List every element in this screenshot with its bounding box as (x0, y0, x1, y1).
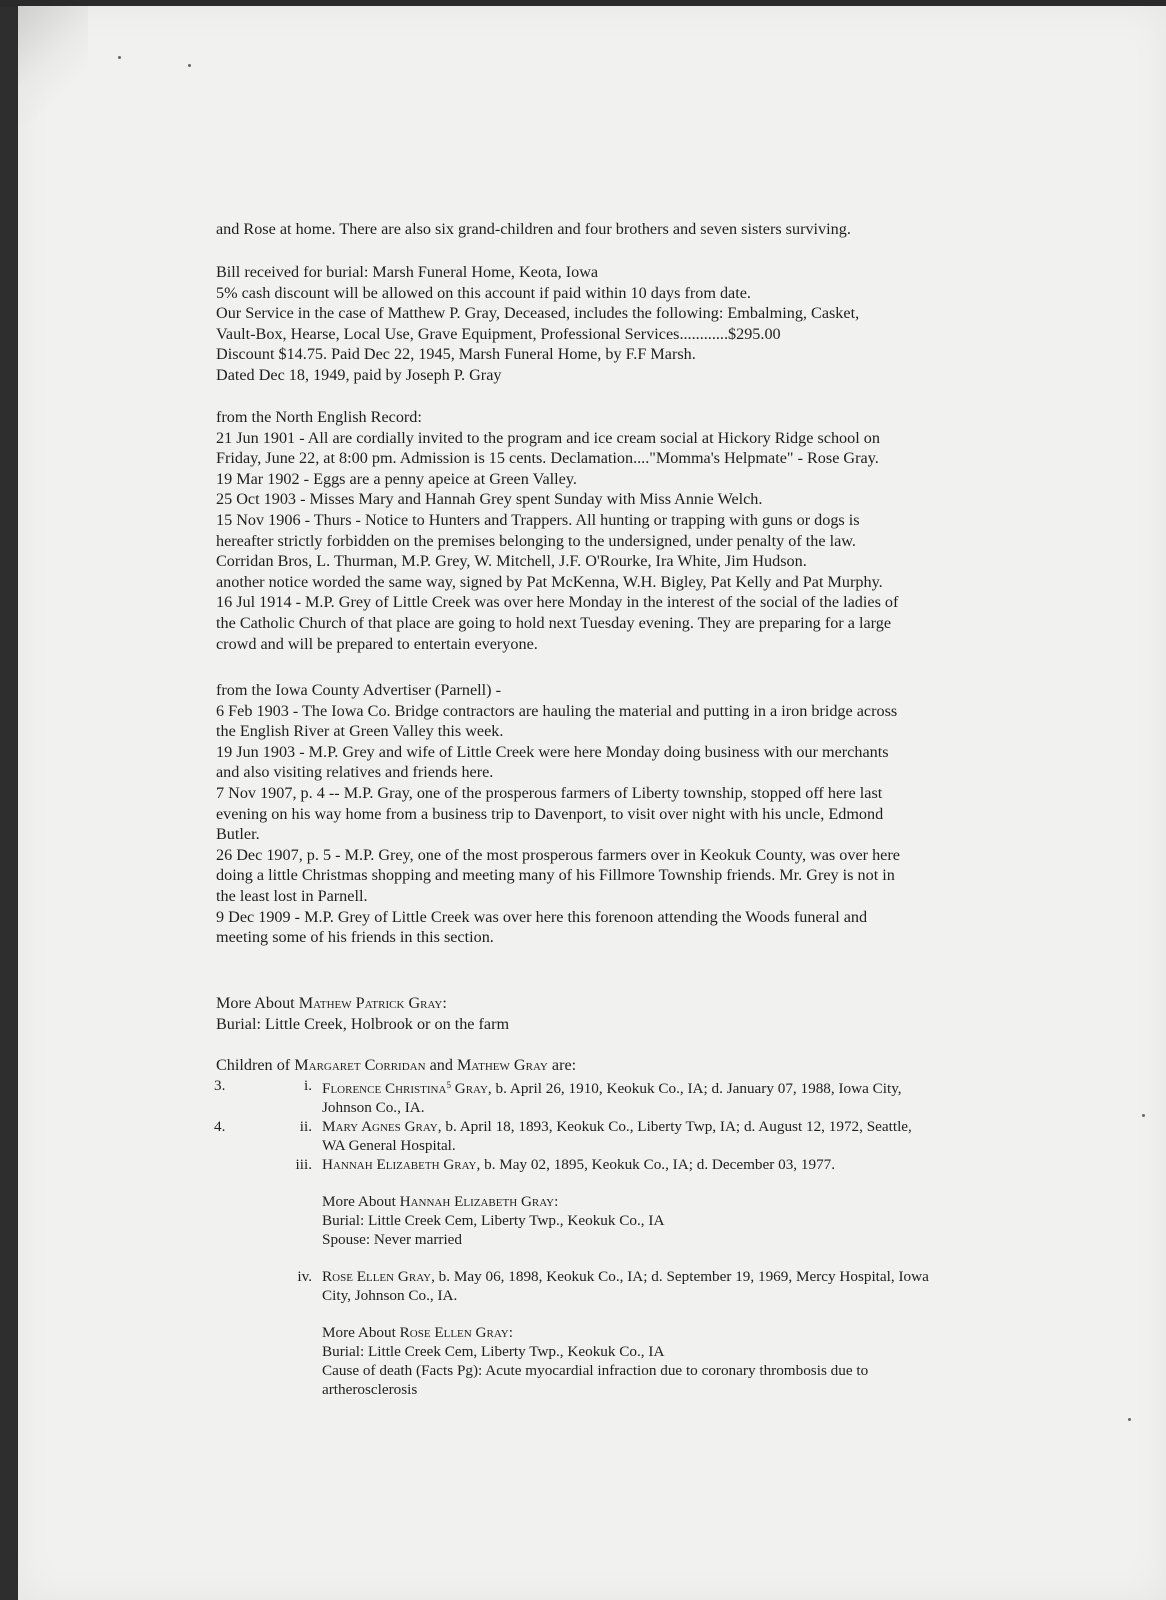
person-name: Mathew Patrick Gray (298, 994, 443, 1012)
record-line: 9 Dec 1909 - M.P. Grey of Little Creek was over here this forenoon attending the Woods funeral and (216, 907, 868, 926)
child-fact: Burial: Little Creek Cem, Liberty Twp., Keokuk Co., IA (322, 1211, 665, 1229)
section-heading: from the Iowa County Advertiser (Parnell) - (216, 681, 502, 699)
record-line: 6 Feb 1903 - The Iowa Co. Bridge contractors are hauling the material and putting in a iron bridge across (216, 701, 898, 720)
record-line: the least lost in Parnell. (216, 886, 368, 905)
record-line: the English River at Green Valley this week. (216, 722, 504, 741)
more-about-prefix: More About (322, 1323, 400, 1341)
record-line: 26 Dec 1907, p. 5 - M.P. Grey, one of the most prosperous farmers over in Keokuk County, was over here (216, 845, 900, 864)
more-about-prefix: More About (216, 994, 299, 1012)
bill-line: Our Service in the case of Matthew P. Gray, Deceased, includes the following: Embalming, Casket, (216, 304, 860, 323)
north-english-section (216, 407, 898, 654)
record-line: another notice worded the same way, signed by Pat McKenna, W.H. Bigley, Pat Kelly and Pat Murphy. (216, 572, 883, 591)
father-name: Mathew Gray (457, 1056, 548, 1074)
record-line: Corridan Bros, L. Thurman, M.P. Grey, W. Mitchell, J.F. O'Rourke, Ira White, Jim Hudson. (216, 552, 807, 571)
record-line: Friday, June 22, at 8:00 pm. Admission is 15 cents. Declamation...."Momma's Helpmate" - Rose Gray. (216, 449, 879, 468)
record-line: 21 Jun 1901 - All are cordially invited to the program and ice cream social at Hickory Ridge school on (216, 428, 880, 447)
bill-line: Discount $14.75. Paid Dec 22, 1945, Marsh Funeral Home, by F.F Marsh. (216, 345, 696, 364)
child-name: Hannah Elizabeth Gray (322, 1155, 477, 1173)
child-surname: Gray (450, 1079, 488, 1097)
child-details: Johnson Co., IA. (322, 1098, 425, 1116)
record-line: the Catholic Church of that place are going to hold next Tuesday evening. They are preparing for a large (216, 613, 892, 632)
child-fact: Burial: Little Creek Cem, Liberty Twp., Keokuk Co., IA (322, 1342, 665, 1360)
child-name: Rose Ellen Gray (322, 1267, 432, 1285)
bill-line: Bill received for burial: Marsh Funeral Home, Keota, Iowa (216, 263, 599, 281)
more-about-section (216, 993, 509, 1034)
record-line: and also visiting relatives and friends here. (216, 763, 494, 782)
child-name: Mary Agnes Gray (322, 1117, 438, 1135)
section-heading: from the North English Record: (216, 408, 422, 426)
bill-section (216, 262, 859, 386)
speck (118, 56, 121, 59)
more-about-prefix: More About (322, 1192, 400, 1210)
child-more-heading (322, 1323, 1016, 1342)
children-and: and (425, 1056, 457, 1074)
mother-name: Margaret Corridan (294, 1056, 426, 1074)
record-line: meeting some of his friends in this section. (216, 928, 494, 947)
record-line: 16 Jul 1914 - M.P. Grey of Little Creek was over here Monday in the interest of the social of the ladies of (216, 593, 899, 612)
speck (188, 64, 191, 67)
bill-line: Dated Dec 18, 1949, paid by Joseph P. Gray (216, 365, 502, 384)
record-line: 25 Oct 1903 - Misses Mary and Hannah Grey spent Sunday with Miss Annie Welch. (216, 490, 763, 509)
record-line: crowd and will be prepared to entertain everyone. (216, 634, 538, 653)
bill-line: Vault-Box, Hearse, Local Use, Grave Equipment, Professional Services............$295.00 (216, 324, 781, 343)
child-name: Rose Ellen Gray (399, 1323, 509, 1341)
child-number: iii. (295, 1155, 312, 1173)
child-name: Hannah Elizabeth Gray (399, 1192, 555, 1210)
child-number: ii. (299, 1117, 312, 1135)
colon: : (554, 1192, 559, 1210)
child-details: , b. April 26, 1910, Keokuk Co., IA; d. January 07, 1988, Iowa City, (487, 1079, 902, 1097)
child-details: , b. April 18, 1893, Keokuk Co., Liberty Twp, IA; d. August 12, 1972, Seattle, (437, 1117, 912, 1135)
child-details: , b. May 02, 1895, Keokuk Co., IA; d. December 03, 1977. (476, 1155, 836, 1173)
child-entry (216, 1267, 1016, 1305)
speck (1142, 1114, 1145, 1117)
burial-line: Burial: Little Creek, Holbrook or on the farm (216, 1014, 510, 1033)
intro-text: and Rose at home. There are also six grand-children and four brothers and seven sisters surviving. (216, 220, 851, 238)
record-line: Butler. (216, 825, 260, 844)
child-entry (216, 1155, 1016, 1174)
record-line: hereafter strictly forbidden on the premises belonging to the undersigned, under penalty of the law. (216, 531, 856, 550)
child-more-about (322, 1323, 1016, 1399)
children-heading (216, 1055, 1016, 1076)
child-number: iv. (297, 1267, 312, 1285)
record-line: evening on his way home from a business trip to Davenport, to visit over night with his uncle, Edmond (216, 804, 884, 823)
generation-number: 3. (214, 1076, 226, 1094)
generation-sup: 5 (446, 1079, 451, 1090)
record-line: 15 Nov 1906 - Thurs - Notice to Hunters and Trappers. All hunting or trapping with guns or dogs is (216, 510, 860, 529)
child-more-heading (322, 1192, 1016, 1211)
child-more-about (322, 1192, 1016, 1249)
intro-paragraph (216, 219, 851, 240)
children-section (216, 1055, 1016, 1399)
record-line: doing a little Christmas shopping and meeting many of his Fillmore Township friends. Mr. Grey is not in (216, 866, 895, 885)
children-post: are: (547, 1056, 577, 1074)
child-number: i. (303, 1076, 312, 1094)
bill-line: 5% cash discount will be allowed on this account if paid within 10 days from date. (216, 283, 751, 302)
child-details: , b. May 06, 1898, Keokuk Co., IA; d. September 19, 1969, Mercy Hospital, Iowa (431, 1267, 929, 1285)
child-fact: artherosclerosis (322, 1380, 418, 1398)
child-entry (216, 1117, 1016, 1155)
record-line: 19 Jun 1903 - M.P. Grey and wife of Little Creek were here Monday doing business with our merchants (216, 742, 889, 761)
more-about-heading (216, 993, 509, 1014)
speck (1128, 1418, 1131, 1421)
child-details: WA General Hospital. (322, 1136, 456, 1154)
generation-number: 4. (214, 1117, 226, 1135)
record-line: 7 Nov 1907, p. 4 -- M.P. Gray, one of the prosperous farmers of Liberty township, stopped off here last (216, 783, 883, 802)
child-entry (216, 1076, 1016, 1117)
child-name: Florence Christina (322, 1079, 447, 1097)
iowa-county-section (216, 680, 900, 948)
record-line: 19 Mar 1902 - Eggs are a penny apeice at Green Valley. (216, 469, 577, 488)
child-fact: Spouse: Never married (322, 1230, 463, 1248)
children-pre: Children of (216, 1056, 295, 1074)
colon: : (508, 1323, 513, 1341)
child-fact: Cause of death (Facts Pg): Acute myocardial infraction due to coronary thrombosis due to (322, 1361, 869, 1379)
child-details: City, Johnson Co., IA. (322, 1286, 458, 1304)
folded-corner (18, 6, 88, 126)
colon: : (442, 994, 447, 1012)
